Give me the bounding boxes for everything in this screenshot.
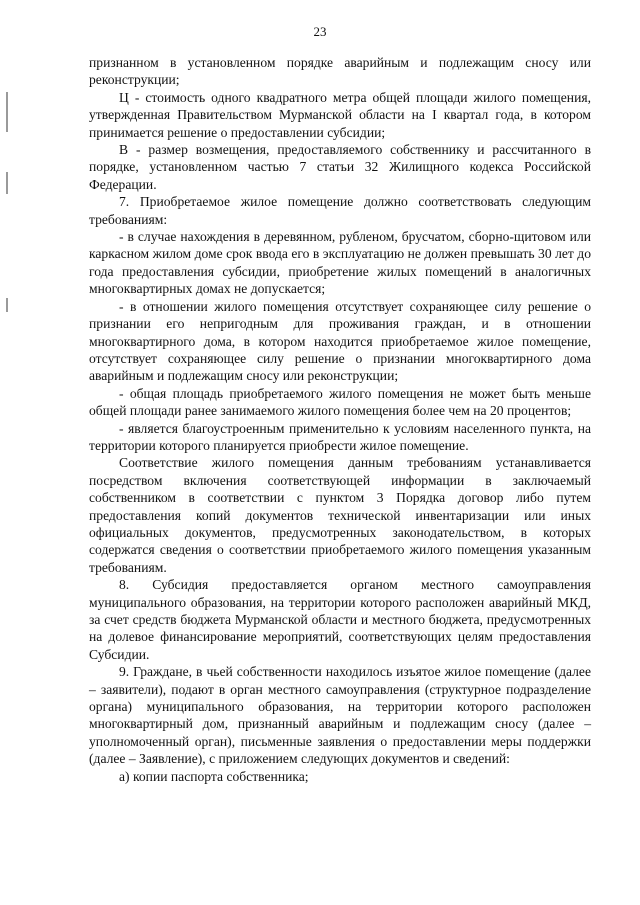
paragraph: 7. Приобретаемое жилое помещение должно соответствовать следующим требованиям: — [89, 194, 591, 227]
paragraph: - общая площадь приобретаемого жилого помещения не может быть меньше общей площади ранее занимаемого жилого помещения более чем на 20 процентов; — [89, 385, 591, 419]
scan-edge-mark — [6, 172, 8, 194]
paragraph: Ц - стоимость одного квадратного метра общей площади жилого помещения, утвержденная Правительством Мурманской области на I квартал года, в котором принимается решение о предоставлении субсидии; — [89, 89, 591, 140]
paragraph: 8. Субсидия предоставляется органом местного самоуправления муниципального образования, на территории которого расположен аварийный МКД, за счет средств бюджета Мурманской области и местного бюджета, предусмотренных на долевое финансирование мероприятий, соответствующих целям предоставления Субсидии. — [89, 577, 591, 662]
page-number: 23 — [313, 24, 327, 39]
paragraph: - в отношении жилого помещения отсутствует сохраняющее силу решение о признании его непригодным для проживания граждан, и в отношении многоквартирного дома, в котором находится приобретаемое жилое помещение, отсутствует сохраняющее силу решение о признании многоквартирного дома аварийным и подлежащим сносу или реконструкции; — [89, 298, 591, 384]
paragraph: - в случае нахождения в деревянном, рубленом, брусчатом, сборно-щитовом или каркасном жилом доме срок ввода его в эксплуатацию не должен превышать 30 лет до года предоставления субсидии, приобретение жилых помещений в аналогичных многоквартирных домах не допускается; — [89, 229, 591, 297]
scan-edge-mark — [6, 298, 8, 312]
paragraph: В - размер возмещения, предоставляемого собственнику и рассчитанного в порядке, установленном частью 7 статьи 32 Жилищного кодекса Российской Федерации. — [89, 142, 591, 192]
paragraph: - является благоустроенным применительно к условиям населенного пункта, на территории которого планируется приобрести жилое помещение. — [89, 420, 591, 453]
scan-edge-mark — [6, 92, 8, 132]
paragraph: а) копии паспорта собственника; — [119, 768, 309, 784]
paragraph: Соответствие жилого помещения данным требованиям устанавливается посредством включения соответствующей информации в заключаемый собственником в соответствии с пунктом 3 Порядка договор либо путем предоставления копий документов технической инвентаризации или иных официальных документов, предусмотренных законодательством, в которых содержатся сведения о соответствии приобретаемого жилого помещения указанным требованиям. — [89, 455, 591, 575]
paragraph: признанном в установленном порядке аварийным и подлежащим сносу или реконструкции; — [89, 55, 591, 88]
paragraph: 9. Граждане, в чьей собственности находилось изъятое жилое помещение (далее – заявители), подают в орган местного самоуправления (структурное подразделение органа) муниципального образования, на территории которого расположен многоквартирный дом, признанный аварийным и подлежащим сносу (далее – уполномоченный орган), письменные заявления о предоставлении меры поддержки (далее – Заявление), с приложением следующих документов и сведений: — [89, 664, 591, 767]
document-body — [89, 54, 591, 785]
